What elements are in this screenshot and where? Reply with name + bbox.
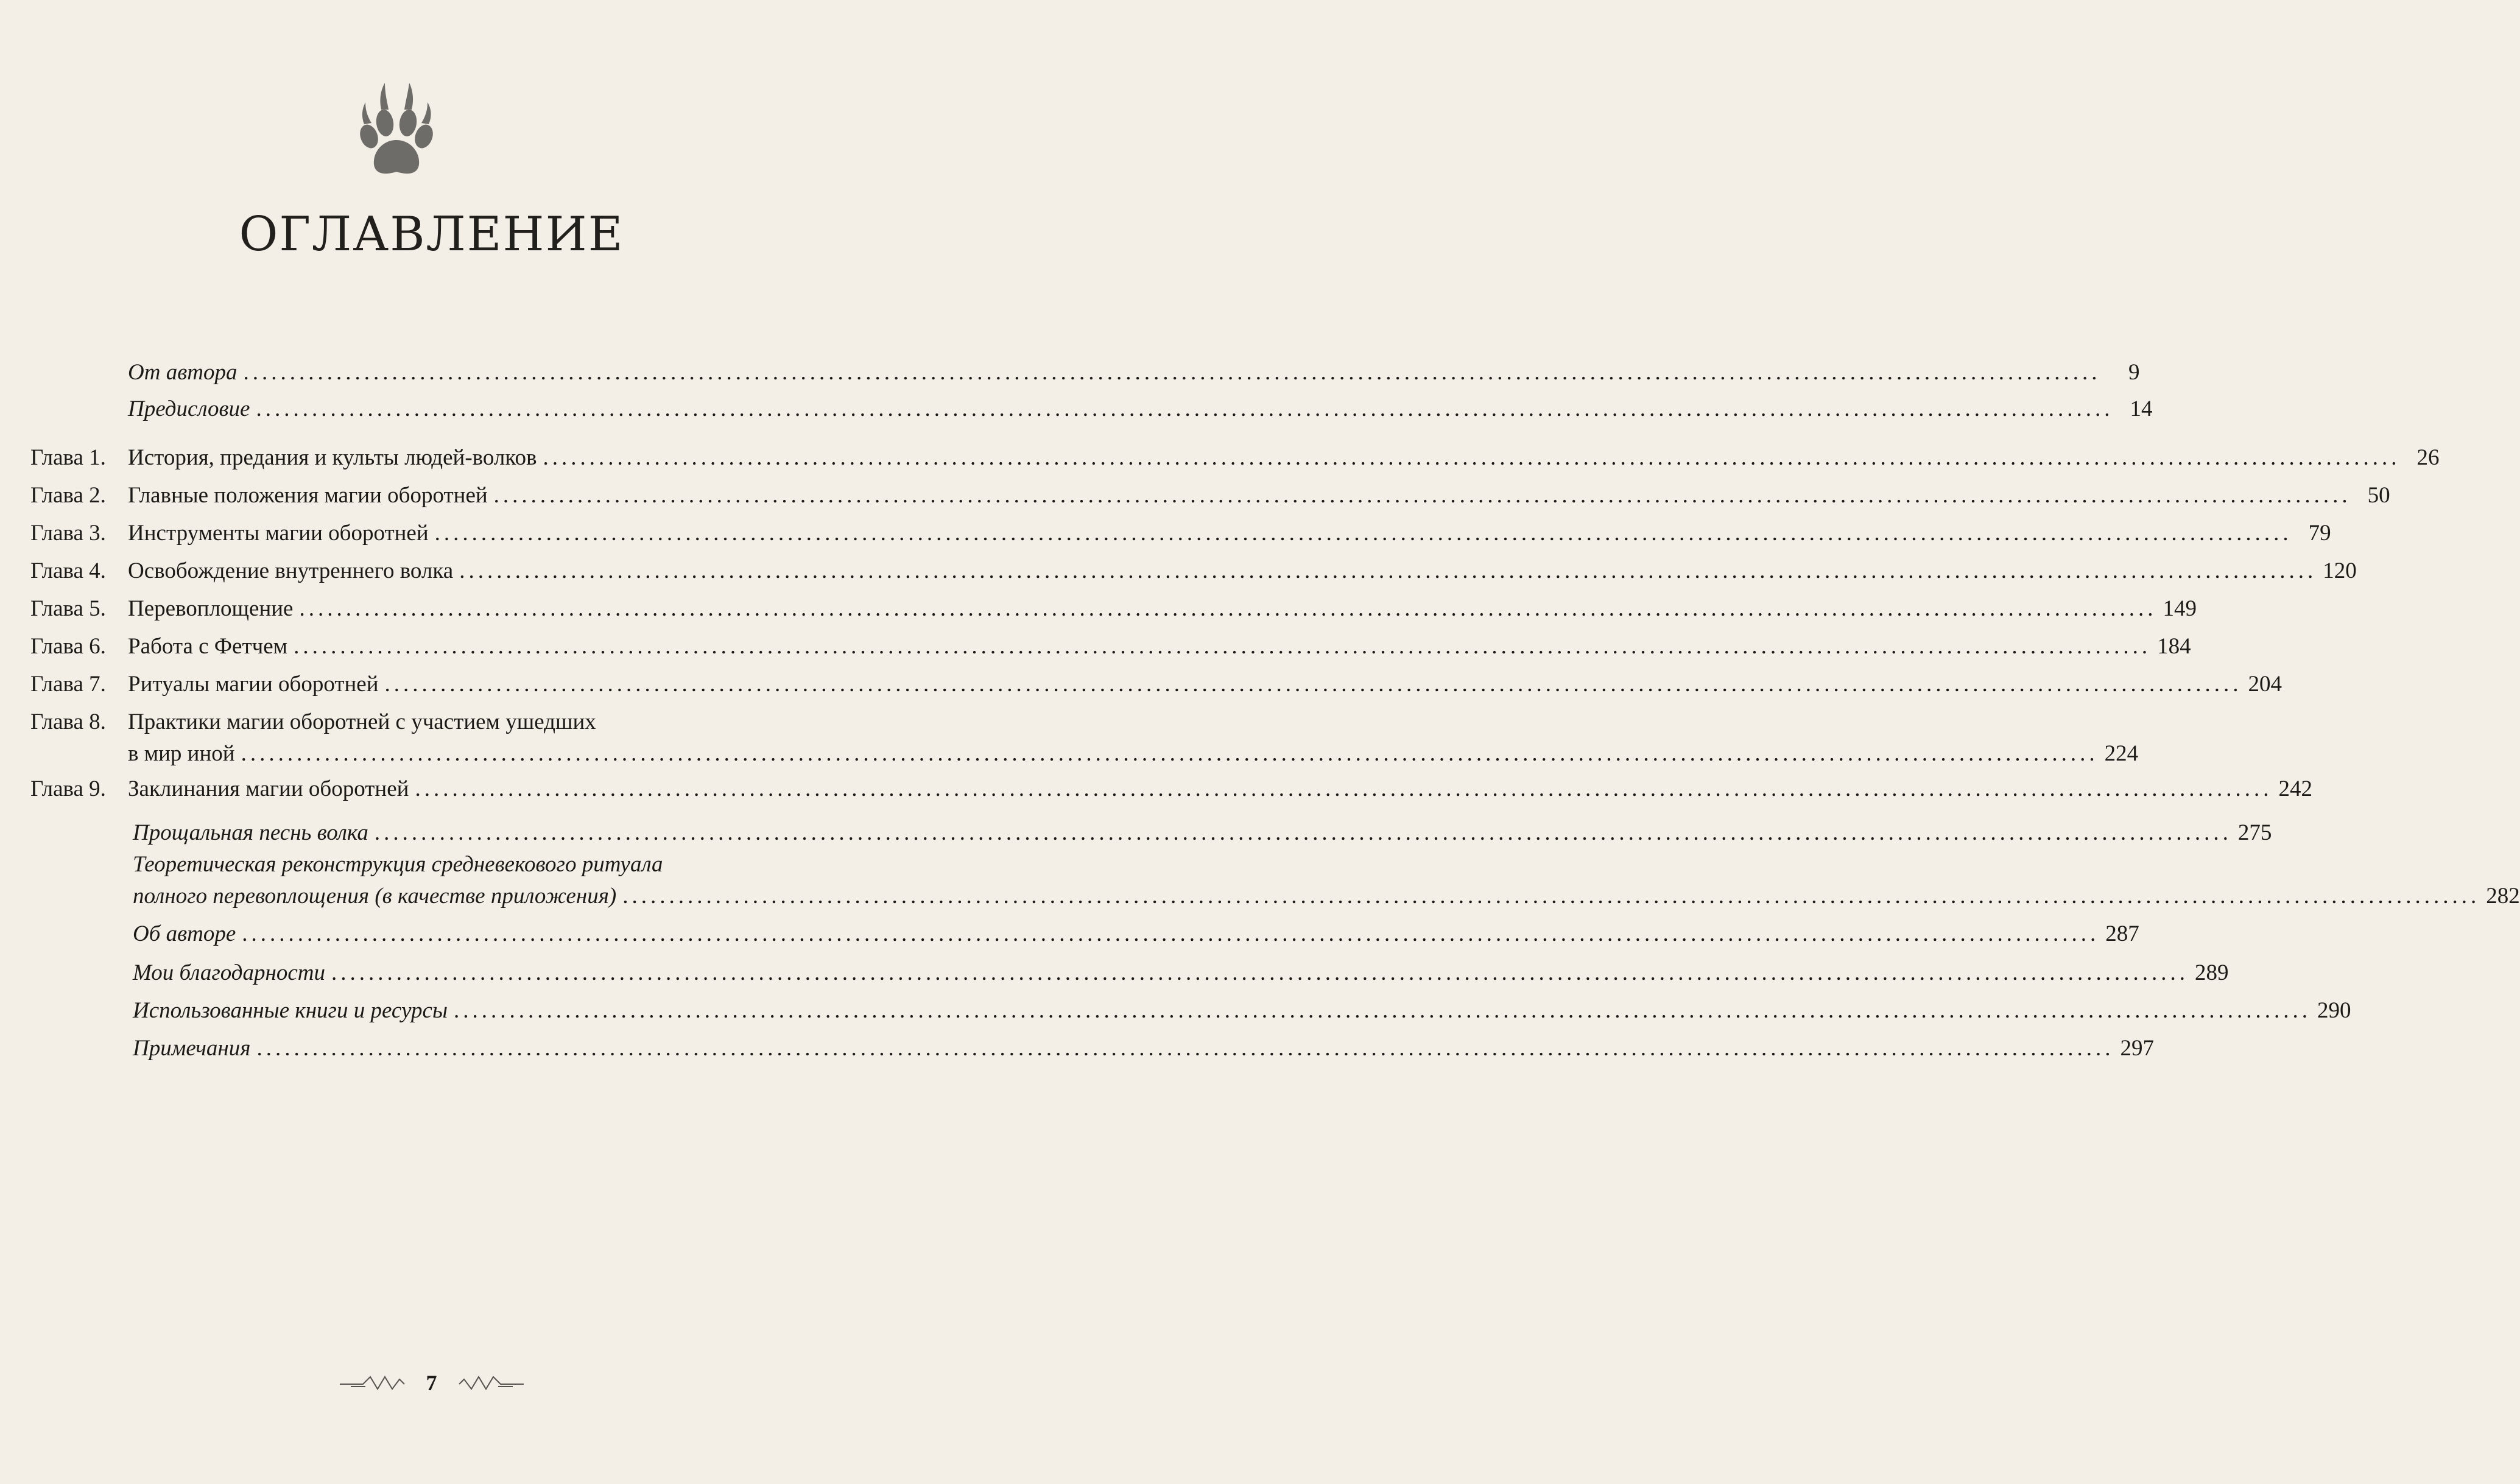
toc-entry-page: 282 [2486, 884, 2520, 909]
toc-chapter-entry[interactable] [30, 631, 2191, 663]
leader-dots: ........................................................................................................................................................................................................ [622, 884, 2480, 909]
toc-entry[interactable] [133, 852, 2520, 912]
toc-entry-title: Работа с Фетчем [128, 634, 288, 659]
page-title: ОГЛАВЛЕНИЕ [239, 207, 624, 262]
toc-entry-title-line1: Теоретическая реконструкция средневекового ритуала [133, 852, 663, 877]
toc-chapter-entry[interactable] [30, 773, 2312, 805]
paw-print-icon [358, 80, 435, 178]
leader-dots: ........................................................................................................................................................................................................ [256, 396, 2114, 421]
toc-entry-title: Примечания [133, 1036, 251, 1061]
toc-entry-title: Главные положения магии оборотней [128, 483, 488, 508]
leader-dots: ........................................................................................................................................................................................................ [243, 360, 2101, 385]
toc-chapter-entry[interactable] [30, 555, 2357, 587]
toc-entry-title: Перевоплощение [128, 596, 294, 621]
toc-entry-title: От автора [128, 360, 238, 385]
toc-entry[interactable] [128, 357, 2140, 389]
toc-entry-title-line2: полного перевоплощения (в качестве приложения) [133, 884, 617, 909]
toc-entry-page: 184 [2157, 634, 2191, 659]
toc-entry-page: 290 [2317, 998, 2351, 1023]
toc-entry-page: 9 [2128, 360, 2140, 385]
toc-chapter-entry[interactable] [30, 709, 2139, 770]
page-footer [0, 1370, 863, 1396]
toc-entry-page: 275 [2237, 820, 2272, 845]
chapter-label: Глава 7. [30, 672, 106, 697]
toc-entry-title: Заклинания магии оборотней [128, 776, 409, 801]
chapter-label: Глава 9. [30, 776, 106, 801]
toc-entry-title: Мои благодарности [133, 960, 325, 985]
leader-dots: ........................................................................................................................................................................................................ [434, 521, 2292, 546]
toc-entry-title-line2: в мир иной [128, 741, 235, 766]
toc-entry-title: Инструменты магии оборотней [128, 521, 429, 546]
leader-dots: ........................................................................................................................................................................................................ [331, 960, 2189, 985]
toc-entry-page: 79 [2308, 521, 2331, 546]
leader-dots: ........................................................................................................................................................................................................ [415, 776, 2273, 801]
toc-chapter-entry[interactable] [30, 518, 2331, 549]
toc-entry-title: Об авторе [133, 921, 236, 946]
chapter-label: Глава 2. [30, 483, 106, 508]
toc-entry[interactable] [133, 918, 2139, 950]
leader-dots: ........................................................................................................................................................................................................ [493, 483, 2351, 508]
toc-entry[interactable] [133, 1033, 2154, 1064]
toc-entry-page: 204 [2248, 672, 2282, 697]
toc-entry-page: 120 [2323, 558, 2357, 583]
chapter-label: Глава 6. [30, 634, 106, 659]
toc-entry-title-line1: Практики магии оборотней с участием ушедших [128, 709, 596, 734]
toc-entry-title: Предисловие [128, 396, 250, 421]
leader-dots: ........................................................................................................................................................................................................ [454, 998, 2312, 1023]
chapter-label: Глава 4. [30, 558, 106, 583]
toc-entry-page: 149 [2163, 596, 2197, 621]
leader-dots: ........................................................................................................................................................................................................ [242, 921, 2100, 946]
leader-dots: ........................................................................................................................................................................................................ [543, 445, 2401, 470]
toc-entry-title: Освобождение внутреннего волка [128, 558, 454, 583]
toc-entry-page: 242 [2278, 776, 2312, 801]
leader-dots: ........................................................................................................................................................................................................ [299, 596, 2157, 621]
toc-entry-page: 297 [2120, 1036, 2154, 1061]
page-number: 7 [426, 1371, 437, 1395]
chapter-label: Глава 5. [30, 596, 106, 621]
leader-dots: ........................................................................................................................................................................................................ [459, 558, 2317, 583]
toc-chapter-entry[interactable] [30, 442, 2440, 474]
toc-entry-page: 289 [2194, 960, 2229, 985]
toc-chapter-entry[interactable] [30, 669, 2282, 700]
toc-entry-title: Ритуалы магии оборотней [128, 672, 379, 697]
leader-dots: ........................................................................................................................................................................................................ [294, 634, 2152, 659]
toc-entry-page: 14 [2130, 396, 2153, 421]
leader-dots: ........................................................................................................................................................................................................ [374, 820, 2232, 845]
toc-entry-page: 287 [2105, 921, 2139, 946]
toc-entry-title: Прощальная песнь волка [133, 820, 368, 845]
chapter-label: Глава 1. [30, 445, 106, 470]
ornament-right-icon [458, 1371, 525, 1395]
toc-entry[interactable] [133, 957, 2229, 989]
toc-entry-page: 50 [2367, 483, 2390, 508]
chapter-label: Глава 3. [30, 521, 106, 546]
chapter-label: Глава 8. [30, 709, 106, 734]
toc-entry[interactable] [133, 995, 2351, 1027]
toc-chapter-entry[interactable] [30, 593, 2197, 625]
leader-dots: ........................................................................................................................................................................................................ [384, 672, 2242, 697]
toc-chapter-entry[interactable] [30, 480, 2390, 512]
toc-entry[interactable] [133, 817, 2272, 849]
toc-entry-title: Использованные книги и ресурсы [133, 998, 448, 1023]
leader-dots: ........................................................................................................................................................................................................ [256, 1036, 2114, 1061]
toc-entry[interactable] [128, 393, 2153, 425]
ornament-left-icon [339, 1371, 406, 1395]
toc-entry-page: 224 [2104, 741, 2139, 766]
toc-entry-title: История, предания и культы людей-волков [128, 445, 537, 470]
leader-dots: ........................................................................................................................................................................................................ [241, 741, 2099, 766]
toc-entry-page: 26 [2416, 445, 2440, 470]
